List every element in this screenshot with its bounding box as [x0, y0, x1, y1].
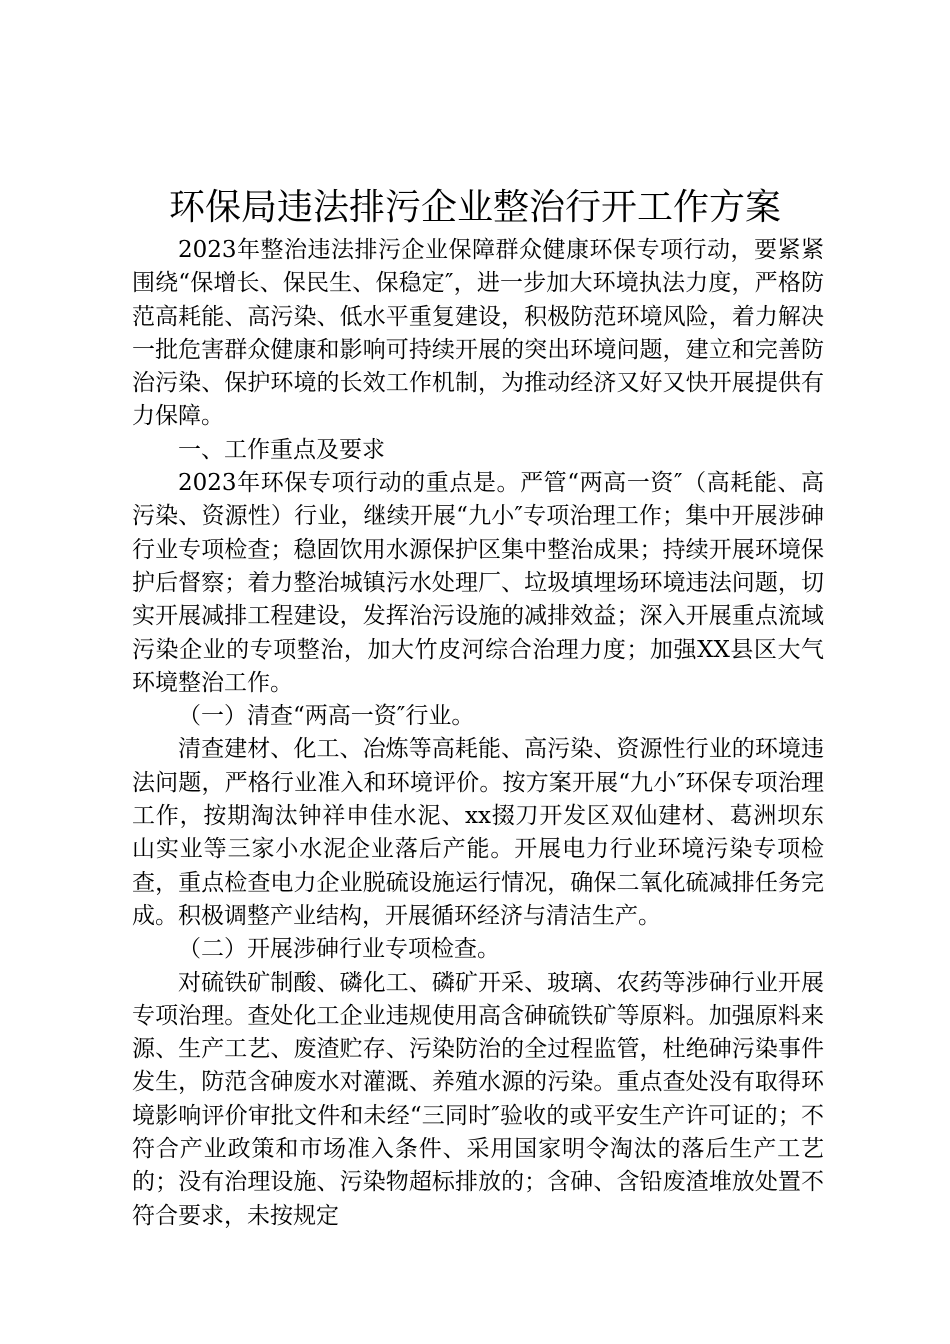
- paragraph-focus: 2023年环保专项行动的重点是。严管“两高一资″（高耗能、高污染、资源性）行业，继续开展“九小″专项治理工作；集中开展涉砷行业专项检查；稳固饮用水源保护区集中整治成果；持续开展环境保护后督察；着力整治城镇污水处理厂、垃圾填埋场环境违法问题，切实开展减排工程建设，发挥治污设施的减排效益；深入开展重点流域污染企业的专项整治，加大竹皮河综合治理力度；加强XX县区大气环境整治工作。: [132, 470, 824, 696]
- paragraph-arsenic: 对硫铁矿制酸、磷化工、磷矿开采、玻璃、农药等涉砷行业开展专项治理。查处化工企业违规使用高含砷硫铁矿等原料。加强原料来源、生产工艺、废渣贮存、污染防治的全过程监管，杜绝砷污染事件发生，防范含砷废水对灌溉、养殖水源的污染。重点查处没有取得环境影响评价审批文件和未经“三同时″验收的或平安生产许可证的；不符合产业政策和市场准入条件、采用国家明令淘汰的落后生产工艺的；没有治理设施、污染物超标排放的；含砷、含铅废渣堆放处置不符合要求，未按规定: [132, 969, 824, 1229]
- subsection-heading-2: （二）开展涉砷行业专项检查。: [178, 936, 500, 963]
- subsection-heading-1: （一）清查“两高一资″行业。: [178, 703, 475, 730]
- paragraph-intro: 2023年整治违法排污企业保障群众健康环保专项行动，要紧紧围绕“保增长、保民生、保稳定″，进一步加大环境执法力度，严格防范高耗能、高污染、低水平重复建设，积极防范环境风险，着力解决一批危害群众健康和影响可持续开展的突出环境问题，建立和完善防治污染、保护环境的长效工作机制，为推动经济又好又快开展提供有力保障。: [132, 237, 824, 430]
- section-heading-1: 一、工作重点及要求: [178, 436, 385, 463]
- document-body: [132, 234, 824, 1233]
- document-title: 环保局违法排污企业整治行开工作方案: [168, 187, 781, 228]
- paragraph-two-high: 清查建材、化工、冶炼等高耗能、高污染、资源性行业的环境违法问题，严格行业准入和环境评价。按方案开展“九小″环保专项治理工作，按期淘汰钟祥申佳水泥、xx掇刀开发区双仙建材、葛洲坝东山实业等三家小水泥企业落后产能。开展电力行业环境污染专项检查，重点检查电力企业脱硫设施运行情况，确保二氧化硫减排任务完成。积极调整产业结构，开展循环经济与清洁生产。: [132, 736, 824, 929]
